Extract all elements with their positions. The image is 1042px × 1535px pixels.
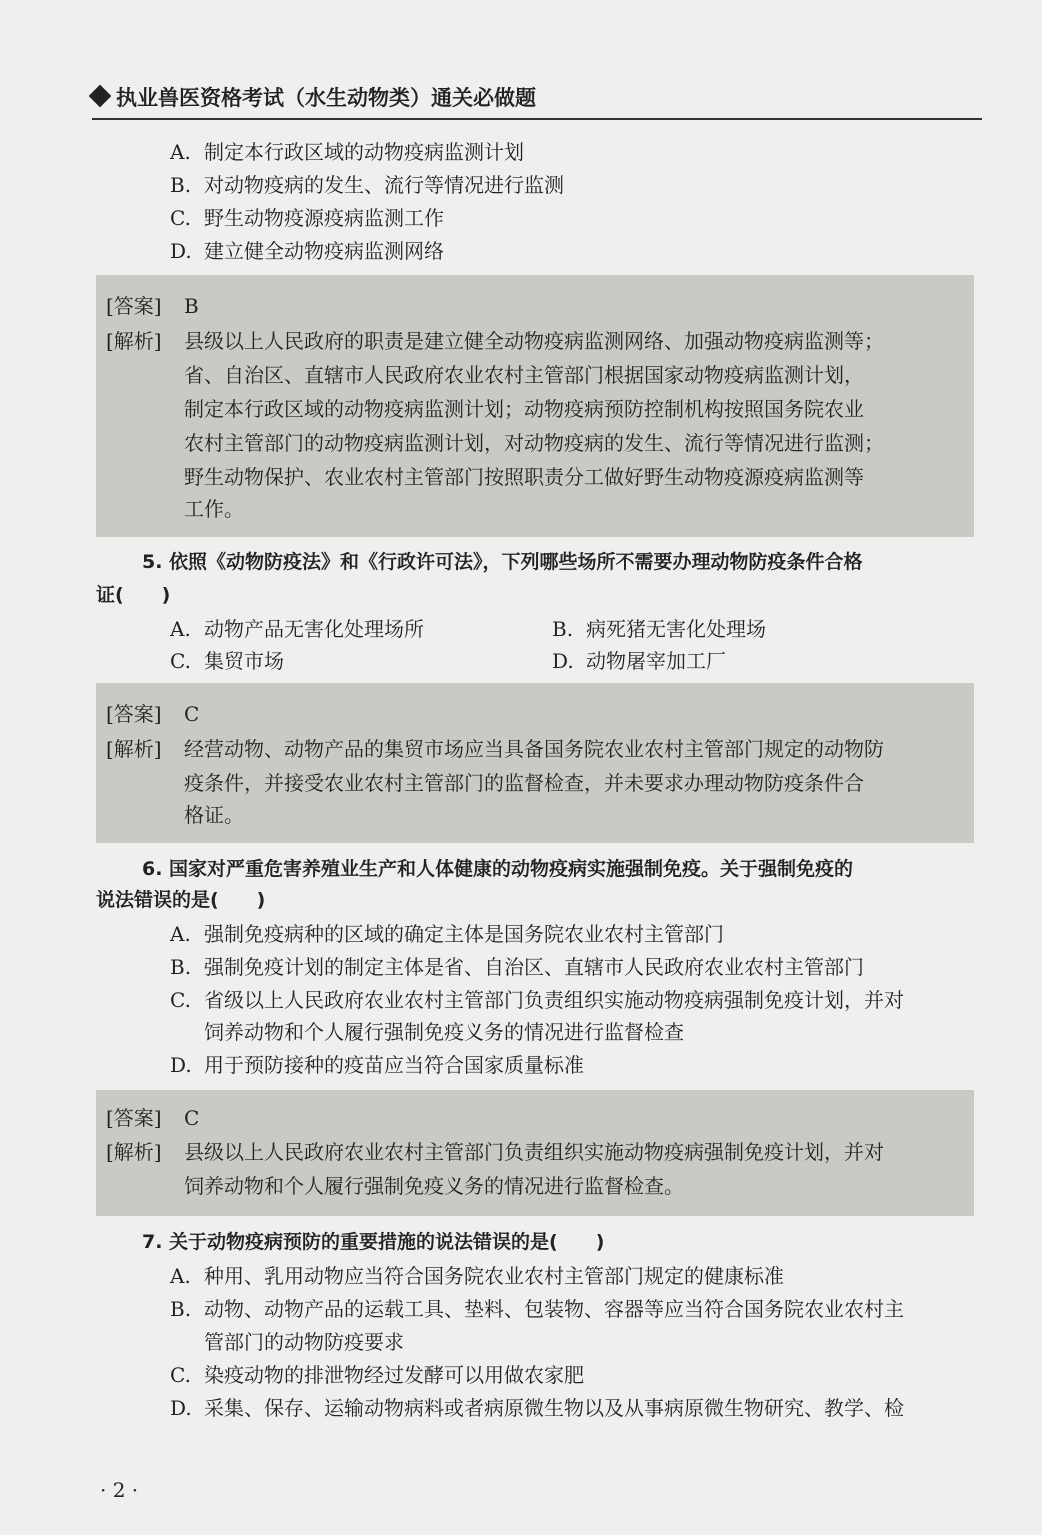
q7-option-b: B. 动物、动物产品的运载工具、垫料、包装物、容器等应当符合国务院农业农村主 [170,1297,904,1321]
q6-option-a: A. 强制免疫病种的区域的确定主体是国务院农业农村主管部门 [170,922,724,946]
page-number: · 2 · [100,1478,139,1502]
q5-analysis-line: [解析] 经营动物、动物产品的集贸市场应当具备国务院农业农村主管部门规定的动物防 [106,737,884,761]
q6-option-c-cont: 饲养动物和个人履行强制免疫义务的情况进行监督检查 [204,1020,684,1044]
q4-option-b: B. 对动物疫病的发生、流行等情况进行监测 [170,173,564,197]
q6-analysis-line: 饲养动物和个人履行强制免疫义务的情况进行监督检查。 [184,1174,684,1198]
q4-analysis-line: 工作。 [184,497,244,521]
q5-analysis-line: 疫条件，并接受农业农村主管部门的监督检查，并未要求办理动物防疫条件合 [184,771,864,795]
running-header [92,80,982,120]
q6-answer: [答案] C [106,1106,200,1130]
q5-stem-cont: 证( ) [96,584,171,606]
q6-analysis-line: [解析] 县级以上人民政府农业农村主管部门负责组织实施动物疫病强制免疫计划，并对 [106,1140,884,1164]
q6-stem-cont: 说法错误的是( ) [96,889,266,911]
q4-answer: [答案] B [106,294,199,318]
q4-analysis-line: 野生动物保护、农业农村主管部门按照职责分工做好野生动物疫源疫病监测等 [184,465,864,489]
q4-analysis-line: [解析] 县级以上人民政府的职责是建立健全动物疫病监测网络、加强动物疫病监测等； [106,329,884,353]
q7-option-c: C. 染疫动物的排泄物经过发酵可以用做农家肥 [170,1363,584,1387]
q4-option-d: D. 建立健全动物疫病监测网络 [170,239,444,263]
q7-option-a: A. 种用、乳用动物应当符合国务院农业农村主管部门规定的健康标准 [170,1264,784,1288]
q7-option-d: D. 采集、保存、运输动物病料或者病原微生物以及从事病原微生物研究、教学、检 [170,1396,904,1420]
q5-option-d: D. 动物屠宰加工厂 [552,649,726,673]
q6-option-d: D. 用于预防接种的疫苗应当符合国家质量标准 [170,1053,584,1077]
q6-answer-box [96,1090,974,1216]
q7-stem: 7. 关于动物疫病预防的重要措施的说法错误的是( ) [142,1231,605,1253]
header-title: 执业兽医资格考试（水生动物类）通关必做题 [116,86,536,110]
diamond-icon [89,85,112,108]
q5-stem: 5. 依照《动物防疫法》和《行政许可法》，下列哪些场所不需要办理动物防疫条件合格 [142,551,863,573]
q5-answer: [答案] C [106,702,200,726]
q5-option-c: C. 集贸市场 [170,649,284,673]
q6-option-c: C. 省级以上人民政府农业农村主管部门负责组织实施动物疫病强制免疫计划，并对 [170,988,904,1012]
q7-option-b-cont: 管部门的动物防疫要求 [204,1330,404,1354]
q4-analysis-line: 省、自治区、直辖市人民政府农业农村主管部门根据国家动物疫病监测计划， [184,363,864,387]
q6-option-b: B. 强制免疫计划的制定主体是省、自治区、直辖市人民政府农业农村主管部门 [170,955,864,979]
q5-option-a: A. 动物产品无害化处理场所 [170,617,424,641]
q5-analysis-line: 格证。 [184,803,244,827]
q5-answer-box [96,683,974,843]
q4-answer-box [96,275,974,537]
q6-stem: 6. 国家对严重危害养殖业生产和人体健康的动物疫病实施强制免疫。关于强制免疫的 [142,858,854,880]
q4-analysis-line: 制定本行政区域的动物疫病监测计划；动物疫病预防控制机构按照国务院农业 [184,397,864,421]
q4-analysis-line: 农村主管部门的动物疫病监测计划，对动物疫病的发生、流行等情况进行监测； [184,431,884,455]
q4-option-a: A. 制定本行政区域的动物疫病监测计划 [170,140,524,164]
q4-option-c: C. 野生动物疫源疫病监测工作 [170,206,444,230]
q5-option-b: B. 病死猪无害化处理场 [552,617,766,641]
